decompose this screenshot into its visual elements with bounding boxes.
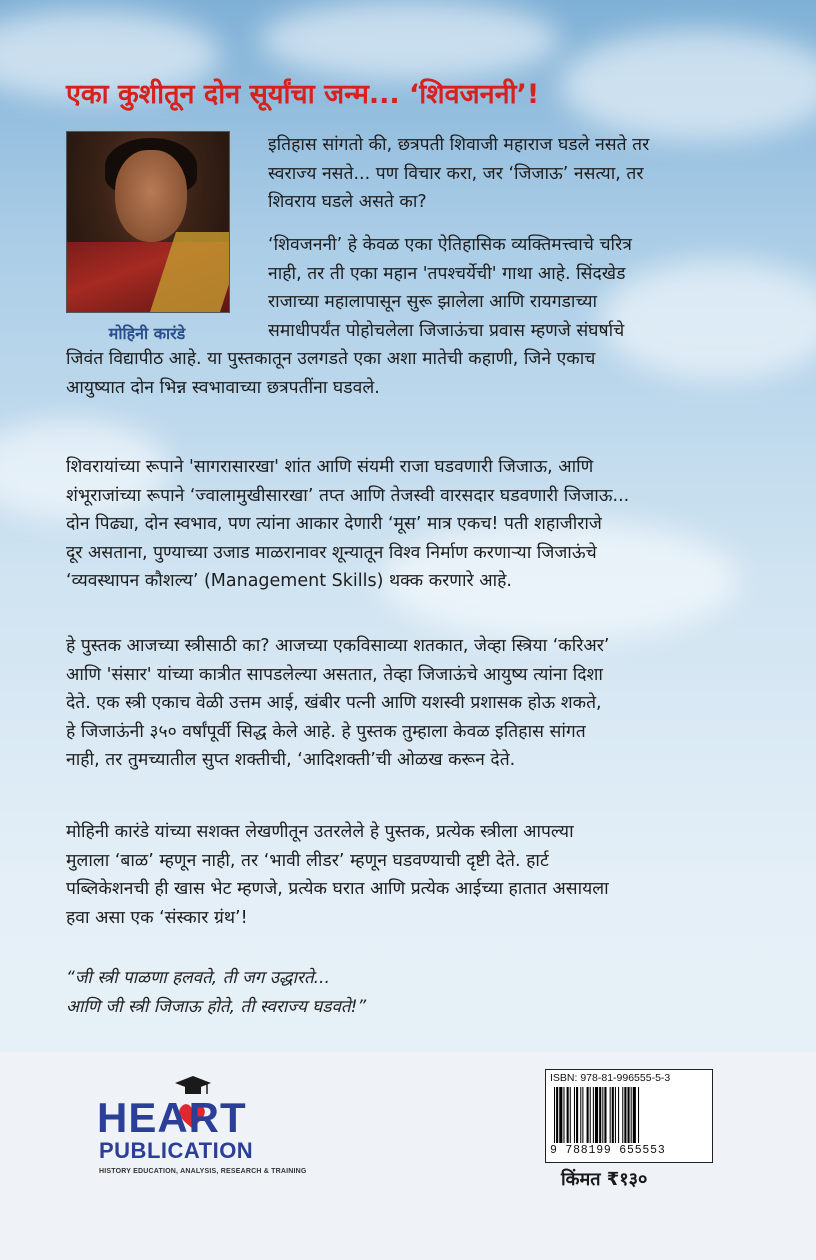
quote-line: “जी स्त्री पाळणा हलवते, ती जग उद्धारते... (66, 968, 330, 988)
sky-cloud (260, 0, 560, 80)
text-line: नाही, तर ती एका महान 'तपश्चर्येची' गाथा आहे. सिंदखेड (268, 263, 626, 284)
text-line: मोहिनी कारंडे यांच्या सशक्त लेखणीतून उतरलेले हे पुस्तक, प्रत्येक स्त्रीला आपल्या (66, 822, 574, 842)
text-line: शिवराय घडले असते का? (268, 192, 427, 212)
paragraph-1 (268, 131, 649, 217)
publisher-name: HEART (97, 1094, 247, 1141)
text-line: दूर असताना, पुण्याच्या उजाड माळरानावर शून्यातून विश्व निर्माण करणाऱ्या जिजाऊंचे (66, 542, 597, 563)
publisher-logo (97, 1076, 307, 1186)
paragraph-2-wide (66, 345, 595, 402)
text-line: ‘व्यवस्थापन कौशल्य’ (Management Skills) थक्क करणारे आहे. (66, 571, 512, 591)
text-line: जिवंत विद्यापीठ आहे. या पुस्तकातून उलगडते एका अशा मातेची कहाणी, जिने एकाच (66, 349, 596, 369)
quote-line: आणि जी स्त्री जिजाऊ होते, ती स्वराज्य घडवते!” (66, 997, 367, 1017)
publisher-name-line2: PUBLICATION (99, 1138, 254, 1163)
text-line: आणि 'संसार' यांच्या कात्रीत सापडलेल्या असतात, तेव्हा जिजाऊंचे आयुष्य त्यांना दिशा (66, 664, 603, 685)
text-line: हवा असा एक ‘संस्कार ग्रंथ’! (66, 907, 248, 928)
sky-cloud (560, 30, 816, 140)
text-line: इतिहास सांगतो की, छत्रपती शिवाजी महाराज घडले नसते तर (268, 135, 650, 155)
barcode-bars (552, 1087, 706, 1143)
text-line: ‘शिवजननी’ हे केवळ एका ऐतिहासिक व्यक्तिमत्त्वाचे चरित्र (268, 235, 632, 255)
text-line: समाधीपर्यंत पोहोचलेला जिजाऊंचा प्रवास म्हणजे संघर्षाचे (268, 320, 625, 341)
text-line: आयुष्यात दोन भिन्न स्वभावाच्या छत्रपतींना घडवले. (66, 377, 380, 398)
author-photo (66, 131, 230, 313)
publisher-tagline: HISTORY EDUCATION, ANALYSIS, RESEARCH & TRAINING (99, 1168, 307, 1175)
text-line: हे पुस्तक आजच्या स्त्रीसाठी का? आजच्या एकविसाव्या शतकात, जेव्हा स्त्रिया ‘करिअर’ (66, 636, 610, 656)
text-line: पब्लिकेशनची ही खास भेट म्हणजे, प्रत्येक घरात आणि प्रत्येक आईच्या हातात असायला (66, 879, 609, 899)
paragraph-4 (66, 632, 610, 775)
text-line: राजाच्या महालापासून सुरू झालेला आणि रायगडाच्या (268, 292, 598, 312)
paragraph-5 (66, 818, 609, 932)
isbn-barcode (545, 1069, 713, 1163)
headline: एका कुशीतून दोन सूर्यांचा जन्म... ‘शिवजननी’! (66, 79, 540, 110)
text-line: स्वराज्य नसते... पण विचार करा, जर ‘जिजाऊ’ नसत्या, तर (268, 163, 644, 184)
text-line: शिवरायांच्या रूपाने 'सागरासारखा' शांत आणि संयमी राजा घडवणारी जिजाऊ, आणि (66, 457, 594, 477)
price-label: किंमत ₹१३० (561, 1169, 648, 1190)
barcode-digits: 9 788199 655553 (550, 1144, 666, 1157)
isbn-label: ISBN: 978-81-996555-5-3 (550, 1072, 671, 1084)
text-line: दोन पिढ्या, दोन स्वभाव, पण त्यांना आकार देणारी ‘मूस’ मात्र एकच! पती शहाजीराजे (66, 514, 602, 534)
text-line: देते. एक स्त्री एकाच वेळी उत्तम आई, खंबीर पत्नी आणि यशस्वी प्रशासक होऊ शकते, (66, 693, 602, 713)
sky-cloud (600, 260, 816, 380)
closing-quote (66, 964, 366, 1022)
text-line: हे जिजाऊंनी ३५० वर्षांपूर्वी सिद्ध केले आहे. हे पुस्तक तुम्हाला केवळ इतिहास सांगत (66, 721, 586, 742)
text-line: मुलाला ‘बाळ’ म्हणून नाही, तर ‘भावी लीडर’ म्हणून घडवण्याची दृष्टी देते. हार्ट (66, 850, 549, 871)
text-line: नाही, तर तुमच्यातील सुप्त शक्तीची, ‘आदिशक्ती’ची ओळख करून देते. (66, 750, 516, 770)
author-name: मोहिनी कारंडे (108, 324, 186, 343)
text-line: शंभूराजांच्या रूपाने ‘ज्वालामुखीसारखा’ तप्त आणि तेजस्वी वारसदार घडवणारी जिजाऊ... (66, 485, 630, 506)
paragraph-2-narrow (268, 231, 632, 345)
paragraph-3 (66, 453, 629, 596)
